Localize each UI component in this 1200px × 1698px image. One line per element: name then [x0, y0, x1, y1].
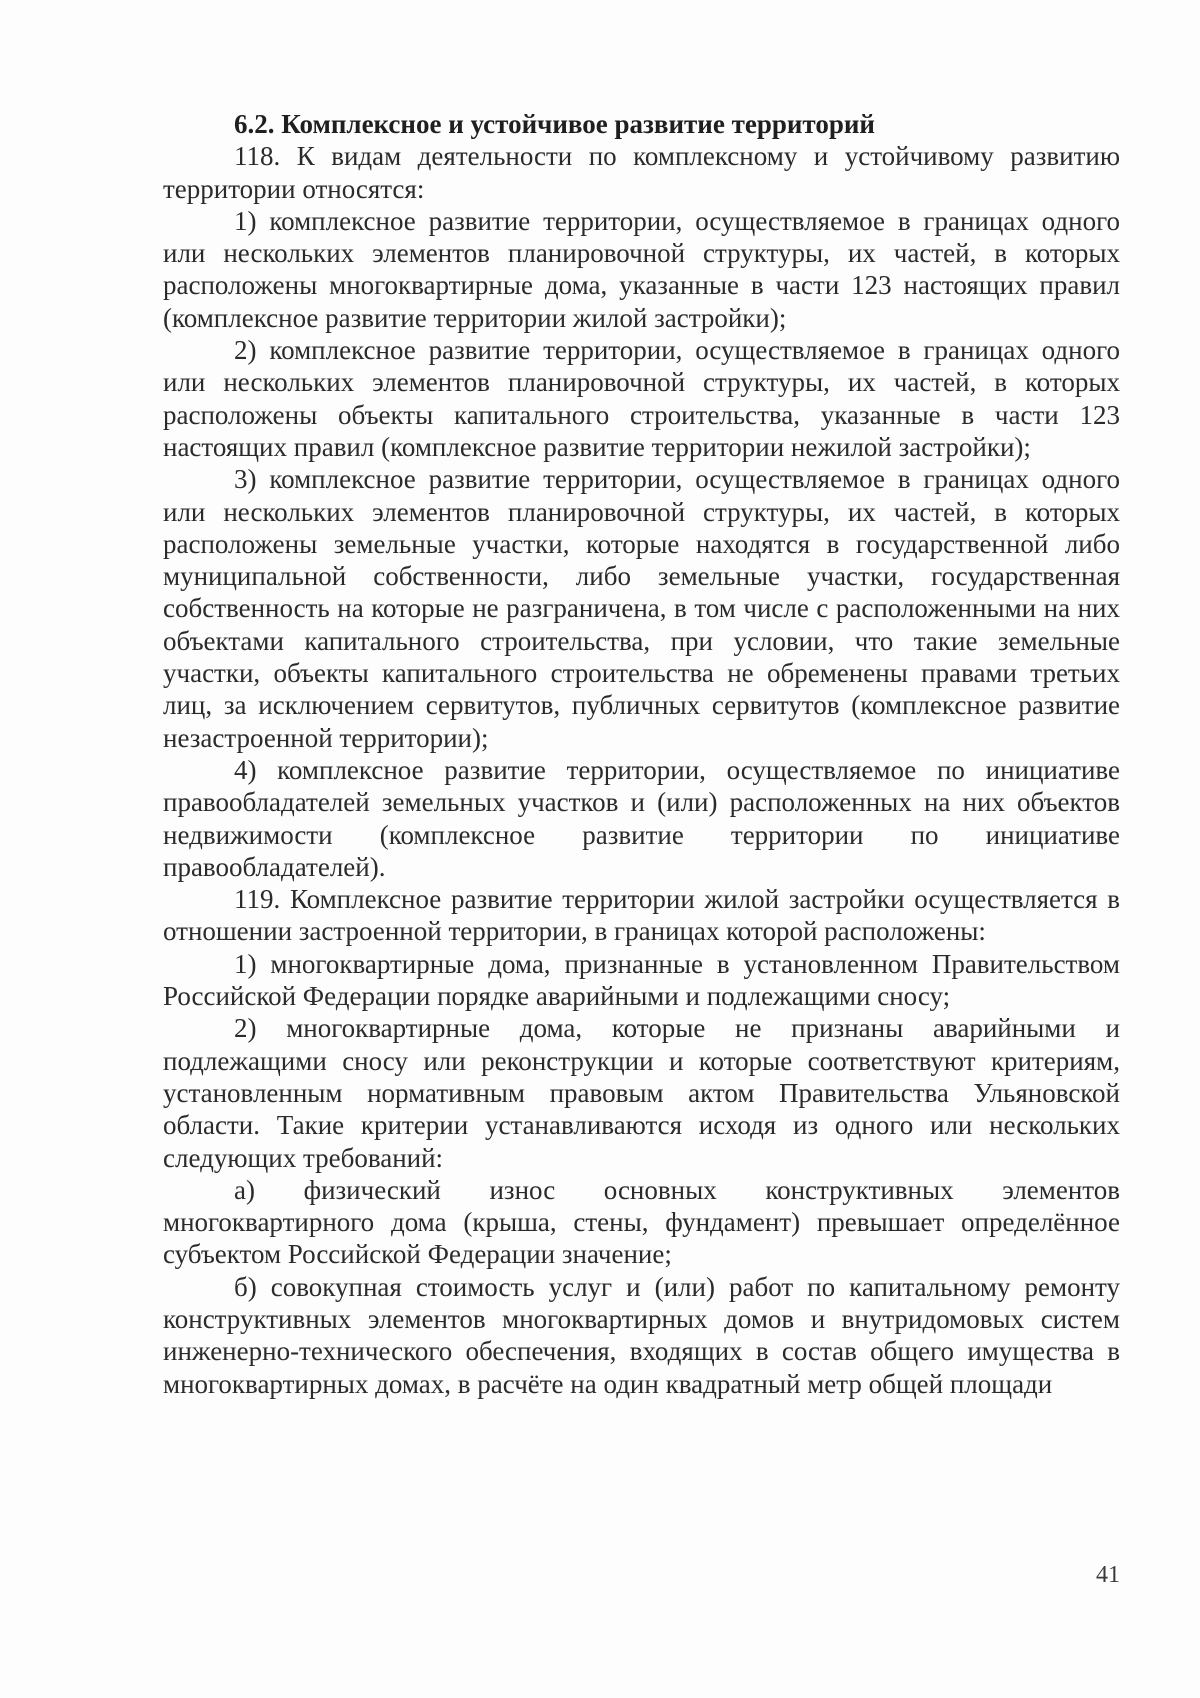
page-number: 41 — [1096, 1562, 1120, 1588]
sub-item-b: б) совокупная стоимость услуг и (или) работ по капитальному ремонту конструктивных элементов многоквартирных домов и внутридомовых систем инженерно-технического обеспечения, входящих в состав общего имущества в многоквартирных домах, в расчёте на один квадратный метр общей площади — [163, 1271, 1120, 1399]
sub-item-a: а) физический износ основных конструктивных элементов многоквартирного дома (крыша, стены, фундамент) превышает определённое субъектом Российской Федерации значение; — [163, 1174, 1120, 1270]
list-item-119-2: 2) многоквартирные дома, которые не признаны аварийными и подлежащими сносу или реконструкции и которые соответствуют критериям, установленным нормативным правовым актом Правительства Ульяновской области. Такие критерии устанавливаются исходя из одного или нескольких следующих требований: — [163, 1013, 1120, 1173]
list-item-1: 1) комплексное развитие территории, осуществляемое в границах одного или нескольких элементов планировочной структуры, их частей, в которых расположены многоквартирные дома, указанные в части 123 настоящих правил (комплексное развитие территории жилой застройки); — [163, 205, 1120, 333]
paragraph-119: 119. Комплексное развитие территории жилой застройки осуществляется в отношении застроенной территории, в границах которой расположены: — [163, 884, 1120, 947]
list-item-119-1: 1) многоквартирные дома, признанные в установленном Правительством Российской Федерации порядке аварийными и подлежащими сносу; — [163, 948, 1120, 1012]
page-body — [163, 108, 1120, 1400]
list-item-3: 3) комплексное развитие территории, осуществляемое в границах одного или нескольких элементов планировочной структуры, их частей, в которых расположены земельные участки, которые находятся в государственной либо муниципальной собственности, либо земельные участки, государственная собственность на которые не разграничена, в том числе с расположенными на них объектами капитального строительства, при условии, что такие земельные участки, объекты капитального строительства не обременены правами третьих лиц, за исключением сервитутов, публичных сервитутов (комплексное развитие незастроенной территории); — [163, 464, 1120, 753]
section-heading: 6.2. Комплексное и устойчивое развитие территорий — [234, 109, 875, 139]
list-item-4: 4) комплексное развитие территории, осуществляемое по инициативе правообладателей земельных участков и (или) расположенных на них объектов недвижимости (комплексное развитие территории по инициативе правообладателей). — [163, 754, 1120, 882]
paragraph-118: 118. К видам деятельности по комплексному и устойчивому развитию территории относятся: — [163, 141, 1120, 204]
list-item-2: 2) комплексное развитие территории, осуществляемое в границах одного или нескольких элементов планировочной структуры, их частей, в которых расположены объекты капитального строительства, указанные в части 123 настоящих правил (комплексное развитие территории нежилой застройки); — [163, 335, 1120, 462]
